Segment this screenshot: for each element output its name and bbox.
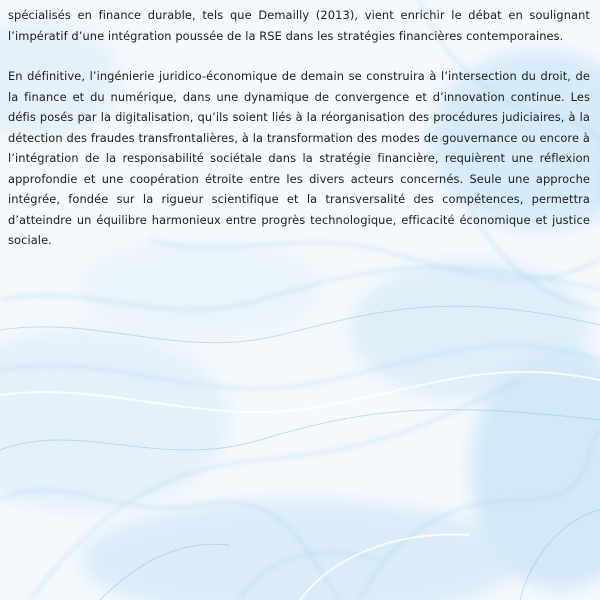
- paragraph-conclusion: En définitive, l’ingénierie juridico-économique de demain se construira à l’intersection du droit, de la finance et du numérique, dans une dynamique de convergence et d’innovation continue. Les défis posés par la digitalisation, qu’ils soient liés à la réorganisation des procédures judiciaires, à la détection des fraudes transfrontalières, à la transformation des modes de gouvernance ou encore à l’intégration de la responsabilité sociétale dans la stratégie financière, requièrent une réflexion approfondie et une coopération étroite entre les divers acteurs concernés. Seule une approche intégrée, fondée sur la rigueur scientifique et la transversalité des compétences, permettra d’atteindre un équilibre harmonieux entre progrès technologique, efficacité économique et justice sociale.: [8, 69, 590, 248]
- paragraph-continued: spécialisés en finance durable, tels que Demailly (2013), vient enrichir le débat en soulignant l’impératif d’une intégration poussée de la RSE dans les stratégies financières contemporaines.: [8, 8, 590, 43]
